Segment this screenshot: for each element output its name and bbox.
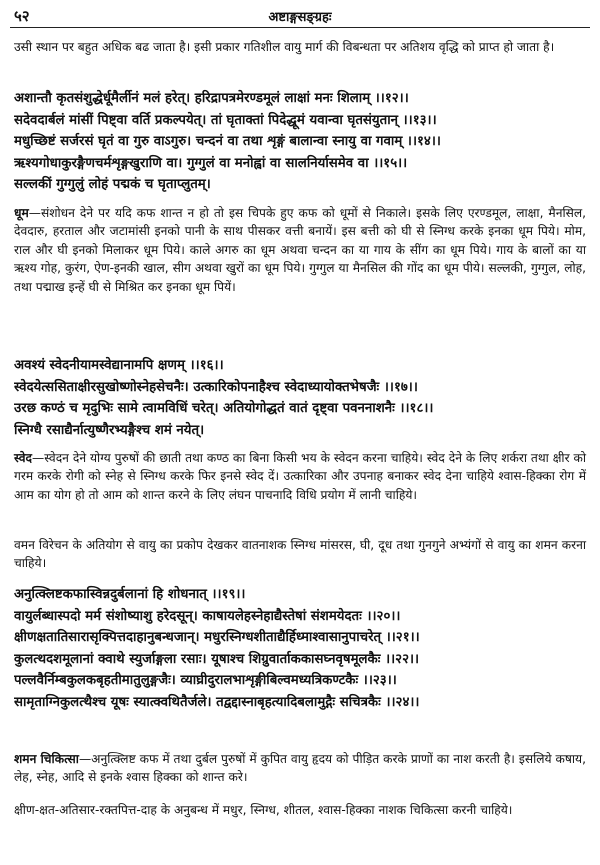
verse-line: पल्लवैर्निम्बकुलकबृहतीमातुलुङ्गजैः। व्याघ्रीदुरालभाशृङ्गीबिल्वमध्यत्रिकण्टकैः ।।२३।। (14, 673, 397, 688)
shamana-paragraph (14, 750, 586, 787)
dhuma-paragraph (14, 204, 586, 296)
page-number: ५२ (14, 7, 30, 25)
verse-line: उरछ कण्ठं च मृदुभिः सामे त्वामविधिं चरेत्। अतियोगोद्धतं वातं दृष्ट्वा पवननाशनैः ।।१८।। (14, 401, 434, 416)
verse-line: मधुच्छिष्टं सर्जरसं घृतं वा गुरु वाऽगुरु। चन्दनं वा तथा शृङ्गं बालान्वा स्नायु वा गवाम् ।।१४।। (14, 134, 441, 149)
intro-paragraph: उसी स्थान पर बहुत अधिक बढ जाता है। इसी प्रकार गतिशील वायु मार्ग की विबन्धता पर अतिशय वृद्धि को प्राप्त हो जाता है। (14, 40, 555, 54)
verse-line: सामृताग्निकुलत्थैश्च यूषः स्यात्क्वथितैर्जले। तद्वद्दास्नाबृहत्यादिबलामुद्गैः सचित्रकैः ।।२४।। (14, 694, 420, 710)
running-title: अष्टाङ्गसङ्ग्रहः (268, 10, 332, 25)
dhuma-heading: धूम (14, 206, 29, 220)
verse-block-12-15 (14, 88, 586, 196)
shamana-text: —अनुत्क्लिष्ट कफ में तथा दुर्बल पुरुषों में कुपित वायु हृदय को पीड़ित करके प्राणों का नाश करती है। इसलिये कषाय, लेह, स्नेह, आदि से इनके श्वास हिक्का को शान्त करे। (14, 752, 587, 785)
verse-block-16-18 (14, 355, 586, 441)
verse-line: अशान्तौ कृतसंशुद्धेर्धूमैर्लीनं मलं हरेत्। हरिद्रापत्रमेरण्डमूलं लाक्षां मनः शिलाम् ।।१२।। (14, 91, 409, 106)
verse-line: वायुर्लब्धास्पदो मर्म संशोष्याशु हरेदसून्। काषायलेहस्नेहाद्यैस्तेषां संशमयेदतः ।।२०।। (14, 608, 401, 624)
dhuma-text: —संशोधन देने पर यदि कफ शान्त न हो तो इस चिपके हुए कफ को धूमों से निकाले। इसके लिए एरण्डमूल, लाक्षा, मैनसिल, देवदारु, हरताल और जटामांसी इनको पानी के साथ पीसकर वत्ती बनायें। इस बत्ती को घी से स्निग्ध करके इनका धूम पिये। मोम, राल और घी इनको मिलाकर धूम पिये। काले अगरु का धूम अथवा चन्दन का या गाय के सींग का धूम पिये। गाय के बालों का या ऋश्य गोह, कुरंग, ऐण-इनकी खाल, सीग अथवा खुरों का धूम पिये। गुग्गुल या मैनसिल की गोंद का धूम पीये। सल्लकी, गुग्गुल, लोह, तथा पद्माख इन्हें घी से मिश्रित कर इनका धूम पियें। (14, 206, 586, 294)
verse-line: स्वेदयेत्ससिताक्षीरसुखोष्णोस्नेहसेचनैः। उत्कारिकोपनाहैश्च स्वेदाध्यायोक्तभेषजैः ।।१७।। (14, 379, 418, 395)
kshina-paragraph: क्षीण-क्षत-अतिसार-रक्तपित्त-दाह के अनुबन्ध में मधुर, स्निग्ध, शीतल, श्वास-हिक्का नाशक चिकित्सा करनी चाहिये। (14, 803, 513, 817)
vamana-paragraph: वमन विरेचन के अतियोग से वायु का प्रकोप देखकर वातनाशक स्निग्ध मांसरस, घी, दूध तथा गुनगुने अभ्यंगों से वायु का शमन करना चाहिये। (14, 538, 586, 571)
sveda-heading: स्वेद (14, 451, 32, 465)
verse-line: सल्लकीं गुग्गुलुं लोहं पद्मकं च घृताप्लुतम्। (14, 177, 211, 192)
verse-block-19-24 (14, 584, 586, 713)
verse-line: ऋश्यगोधाकुरङ्गैणचर्मशृङ्गखुराणि वा। गुग्गुलं वा मनोह्वां वा सालनिर्यासमेव वा ।।१५।। (14, 155, 408, 171)
sveda-paragraph (14, 449, 586, 504)
verse-line: स्निग्धै रसाद्यैर्नात्युष्णैरभ्यङ्गैश्च शमं नयेत्। (14, 422, 205, 438)
verse-line: अवश्यं स्वेदनीयामस्वेद्यानामपि क्षणम् ।।१६।। (14, 358, 224, 373)
verse-line: अनुत्क्लिष्टकफास्विन्नदुर्बलानां हि शोधनात् ।।१९।। (14, 587, 246, 602)
shamana-heading: शमन चिकित्सा (14, 752, 79, 766)
verse-line: सदेवदार्बलं मांसीं पिष्ट्वा वर्ति प्रकल्पयेत्। तां घृताक्तां पिदेद्धूमं यवान्वा घृतसंयुतान् ।।१३।। (14, 112, 437, 128)
verse-line: क्षीणक्षतातिसारासृक्पित्तदाहानुबन्धजान्। मधुरस्निग्धशीताद्यैर्हिध्माश्वासानुपाचरेत् ।।२१।। (14, 630, 420, 645)
verse-line: कुलत्थदशमूलानां क्वाथे स्युर्जाङ्गला रसाः। यूषाश्च शिग्रुवार्ताककासघ्नवृषमूलकैः ।।२२।। (14, 651, 420, 667)
sveda-text: —स्वेदन देने योग्य पुरुषों की छाती तथा कण्ठ का बिना किसी भय के स्वेदन करना चाहिये। स्वेद देने के लिए शर्करा तथा क्षीर को गरम करके रोगी को स्नेह से स्निग्ध करके फिर इनसे स्वेद दें। उत्कारिका और उपनाह बनाकर स्वेद देना चाहिये श्वास-हिक्का रोग में आम का योग हो तो आम को शान्त करने के लिए लंघन पाचनादि विधि प्रयोग में लानी चाहिये। (14, 451, 586, 502)
header-rule (10, 27, 590, 28)
